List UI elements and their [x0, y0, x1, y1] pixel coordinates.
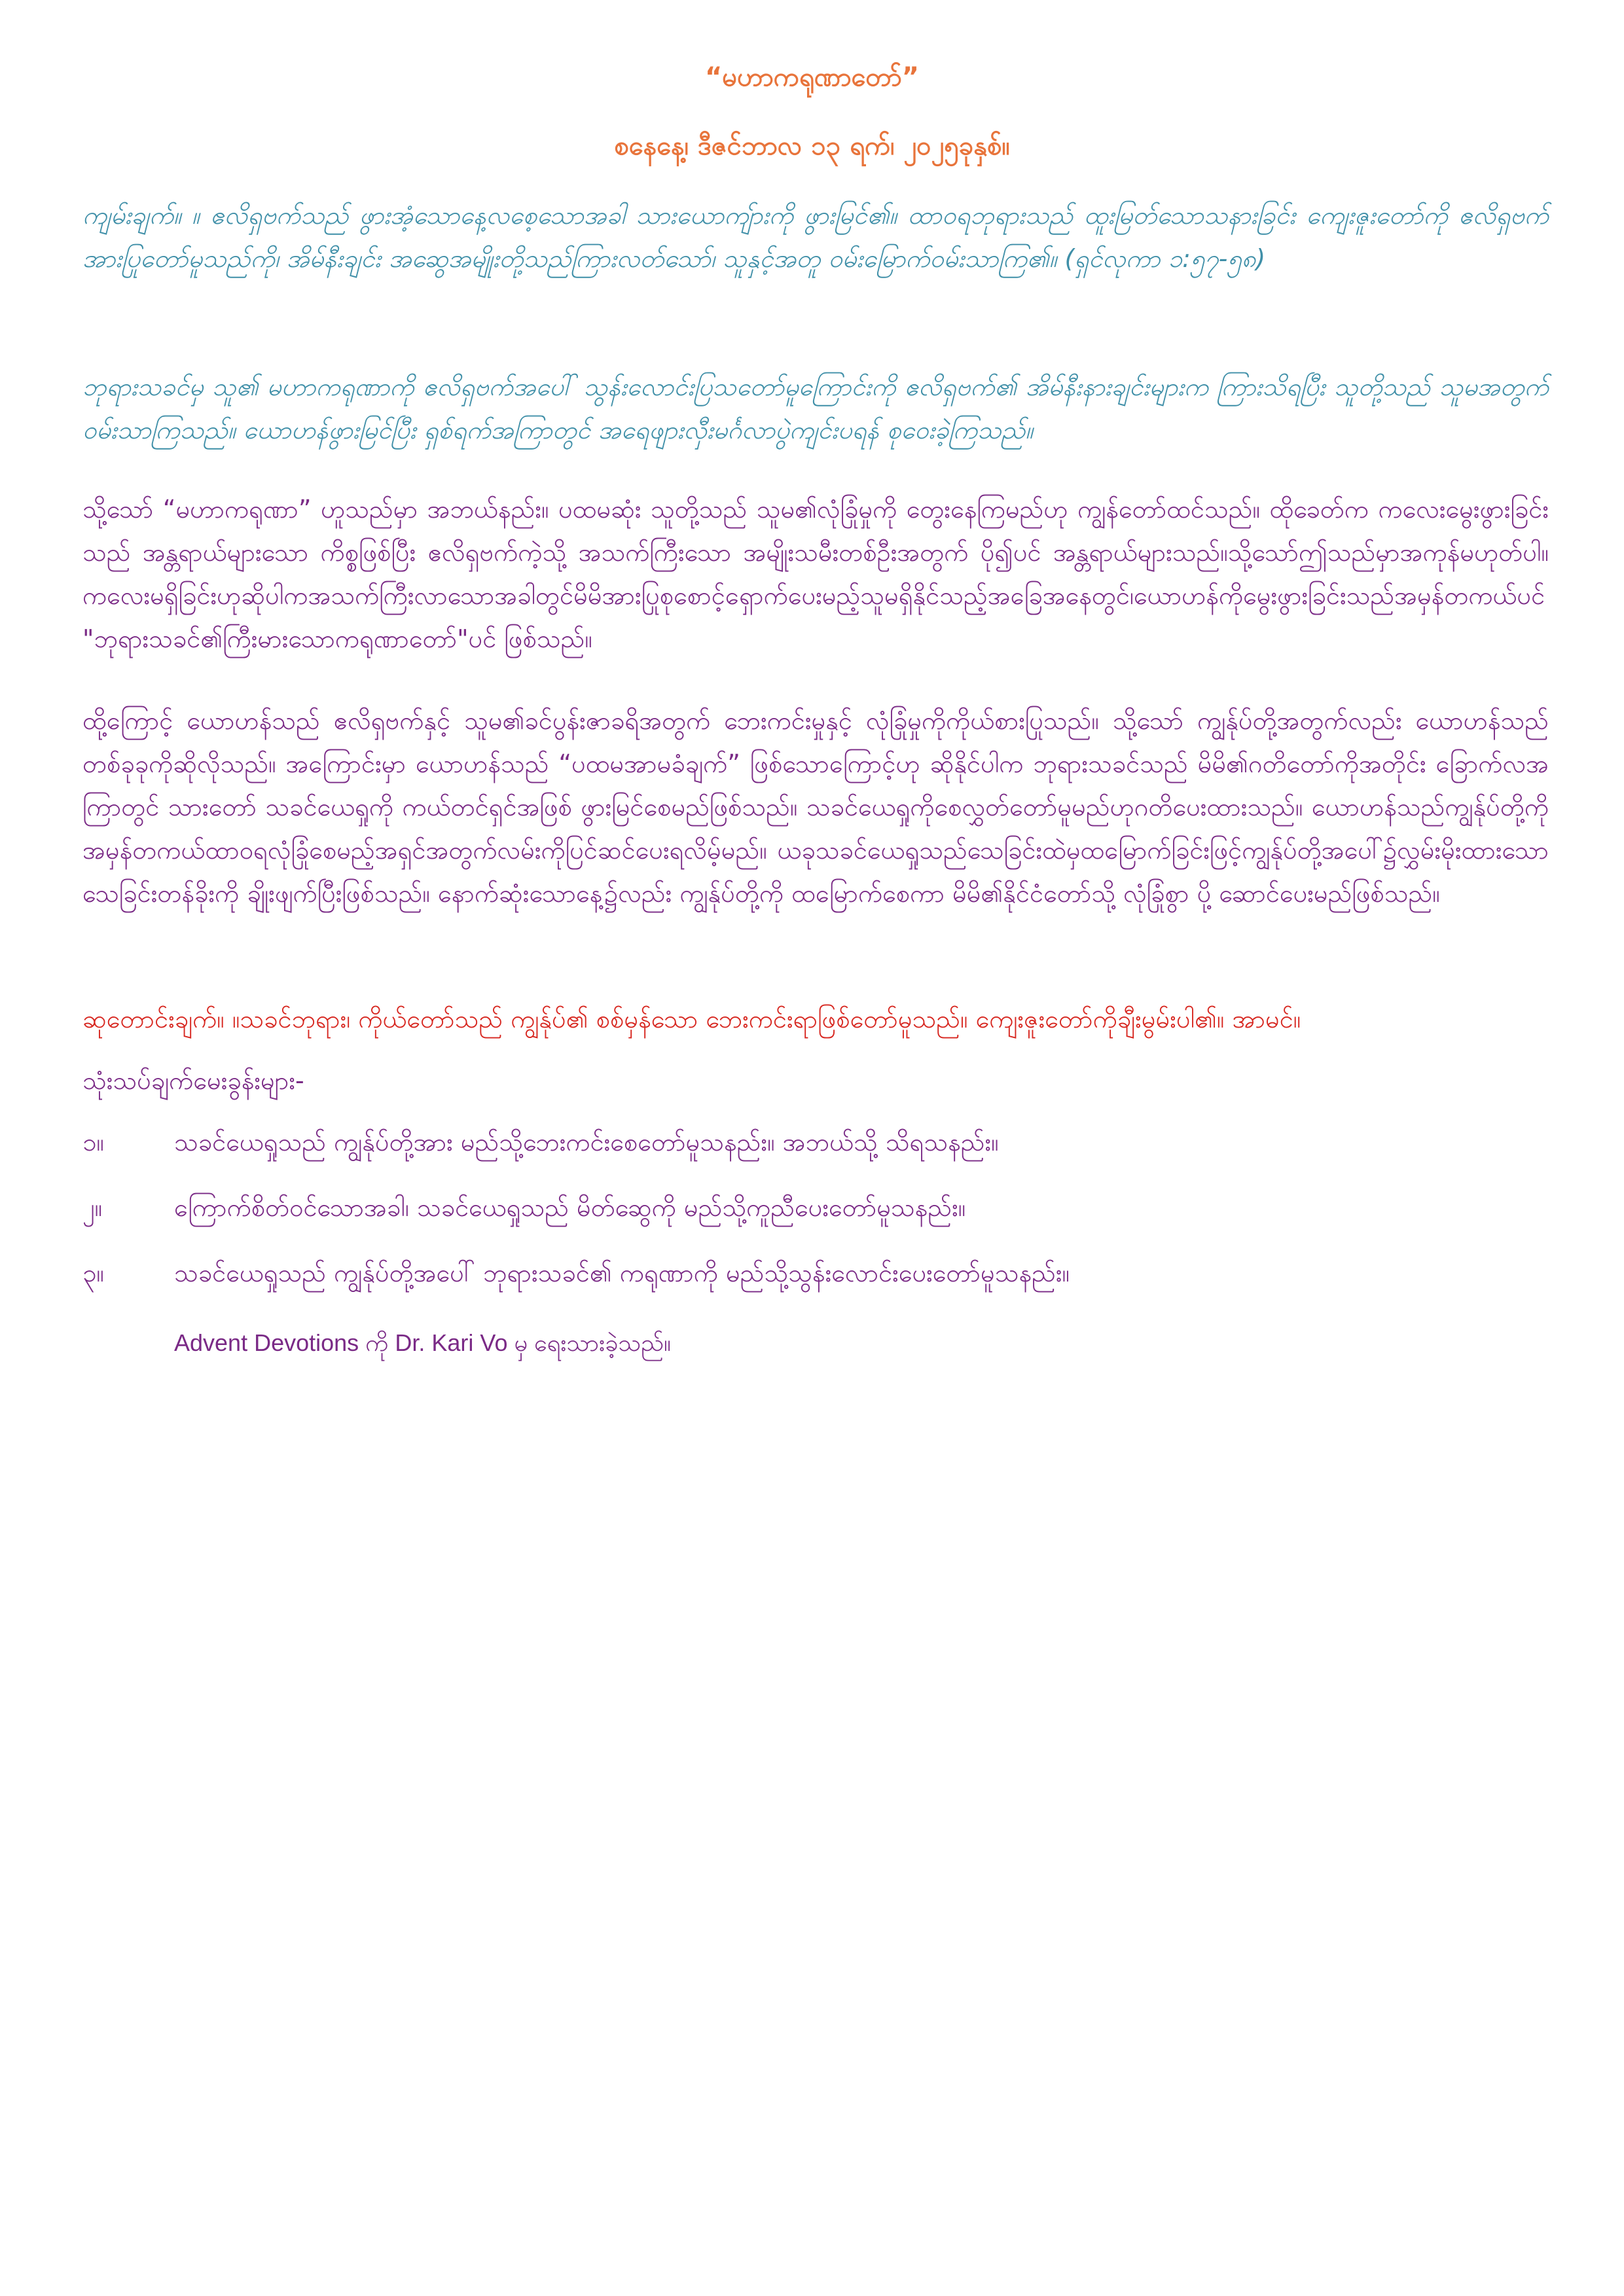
question-text: သခင်ယေရှုသည် ကျွန်ုပ်တို့အပေါ် ဘုရားသခင်၏ ကရုဏာကို မည်သို့သွန်းလောင်းပေးတော်မူသနည်း။: [174, 1259, 1070, 1287]
body-paragraph-1: သို့သော် “မဟာကရုဏာ” ဟူသည်မှာ အဘယ်နည်း။ ပထမဆုံး သူတို့သည် သူမ၏လုံခြုံမှုကို တွေးနေကြမည်ဟု ကျွန်တော်ထင်သည်။ ထိုခေတ်က ကလေးမွေးဖွားခြင်းသည် အန္တရာယ်များသော ကိစ္စဖြစ်ပြီး ဧလိရှဗက်ကဲ့သို့ အသက်ကြီးသော အမျိုးသမီးတစ်ဦးအတွက် ပို၍ပင် အန္တရာယ်များသည်။သို့သော်ဤသည်မှာအကုန်မဟုတ်ပါ။ကလေးမရှိခြင်းဟုဆိုပါကအသက်ကြီးလာသောအခါတွင်မိမိအားပြုစုစောင့်ရှောက်ပေးမည့်သူမရှိနိုင်သည့်အခြေအနေတွင်၊ယောဟန်ကိုမွေးဖွားခြင်းသည်အမှန်တကယ်ပင် "ဘုရားသခင်၏ကြီးမားသောကရုဏာတော်"ပင် ဖြစ်သည်။: [82, 495, 1549, 653]
page-title: “မဟာကရုဏာတော်”: [705, 62, 919, 92]
date-line: စနေနေ့၊ ဒီဇင်ဘာလ ၁၃ ရက်၊ ၂၀၂၅ခုနှစ်။: [614, 131, 1010, 161]
question-text: သခင်ယေရှုသည် ကျွန်ုပ်တို့အား မည်သို့ဘေးကင်းစေတော်မူသနည်း။ အဘယ်သို့ သိရသနည်း။: [174, 1128, 999, 1157]
scripture-passage: ကျမ်းချက်။ ။ ဧလိရှဗက်သည် ဖွားအံ့သောနေ့လစေ့သောအခါ သားယောကျ်ားကို ဖွားမြင်၏။ ထာဝရဘုရားသည် ထူးမြတ်သောသနားခြင်း ကျေးဇူးတော်ကို ဧလိရှဗက်အားပြုတော်မူသည်ကို၊ အိမ်နီးချင်း အဆွေအမျိုးတို့သည်ကြားလတ်သော်၊ သူနှင့်အတူ ဝမ်းမြောက်ဝမ်းသာကြ၏။ (ရှင်လုကာ ၁:၅၇-၅၈): [82, 201, 1549, 273]
prayer-text: ဆုတောင်းချက်။ ။သခင်ဘုရား၊ ကိုယ်တော်သည် ကျွန်ုပ်၏ စစ်မှန်သော ဘေးကင်းရာဖြစ်တော်မူသည်။ ကျေးဇူးတော်ကိုချီးမွမ်းပါ၏။ အာမင်။: [82, 1005, 1301, 1033]
author-credit: Advent Devotions ကို Dr. Kari Vo မှ ရေးသားခဲ့သည်။: [174, 1329, 671, 1356]
question-text: ကြောက်စိတ်ဝင်သောအခါ၊ သခင်ယေရှုသည် မိတ်ဆွေကို မည်သို့ကူညီပေးတော်မူသနည်း။: [174, 1193, 966, 1222]
list-number: ၃။: [82, 1259, 104, 1287]
list-number: ၁။: [82, 1128, 104, 1157]
body-paragraph-2: ထို့ကြောင့် ယောဟန်သည် ဧလိရှဗက်နှင့် သူမ၏ခင်ပွန်းဇာခရိအတွက် ဘေးကင်းမှုနှင့် လုံခြုံမှုကိုကိုယ်စားပြုသည်။ သို့သော် ကျွန်ုပ်တို့အတွက်လည်း ယောဟန်သည် တစ်ခုခုကိုဆိုလိုသည်။ အကြောင်းမှာ ယောဟန်သည် “ပထမအာမခံချက်” ဖြစ်သောကြောင့်ဟု ဆိုနိုင်ပါက ဘုရားသခင်သည် မိမိ၏ဂတိတော်ကိုအတိုင်း ခြောက်လအကြာတွင် သားတော် သခင်ယေရှုကို ကယ်တင်ရှင်အဖြစ် ဖွားမြင်စေမည်ဖြစ်သည်။ သခင်ယေရှုကိုစေလွှတ်တော်မူမည်ဟုဂတိပေးထားသည်။ ယောဟန်သည်ကျွန်ုပ်တို့ကိုအမှန်တကယ်ထာဝရလုံခြုံစေမည့်အရှင်အတွက်လမ်းကိုပြင်ဆင်ပေးရလိမ့်မည်။ ယခုသခင်ယေရှုသည်သေခြင်းထဲမှထမြောက်ခြင်းဖြင့်ကျွန်ုပ်တို့အပေါ်၌လွှမ်းမိုးထားသောသေခြင်းတန်ခိုးကို ချိုးဖျက်ပြီးဖြစ်သည်။ နောက်ဆုံးသောနေ့၌လည်း ကျွန်ုပ်တို့ကို ထမြောက်စေကာ မိမိ၏နိုင်ငံတော်သို့ လုံခြုံစွာ ပို့ ဆောင်ပေးမည်ဖြစ်သည်။: [82, 706, 1549, 908]
list-number: ၂။: [82, 1193, 103, 1222]
questions-heading: သုံးသပ်ချက်မေးခွန်းများ-: [82, 1066, 304, 1095]
intro-paragraph: ဘုရားသခင်မှ သူ၏ မဟာကရုဏာကို ဧလိရှဗက်အပေါ် သွန်းလောင်းပြသတော်မူကြောင်းကို ဧလိရှဗက်၏ အိမ်နီးနားချင်းများက ကြားသိရပြီး သူတို့သည် သူမအတွက် ဝမ်းသာကြသည်။ ယောဟန်ဖွားမြင်ပြီး ရှစ်ရက်အကြာတွင် အရေဖျားလှီးမင်္ဂလာပွဲကျင်းပရန် စုဝေးခဲ့ကြသည်။: [82, 372, 1549, 444]
